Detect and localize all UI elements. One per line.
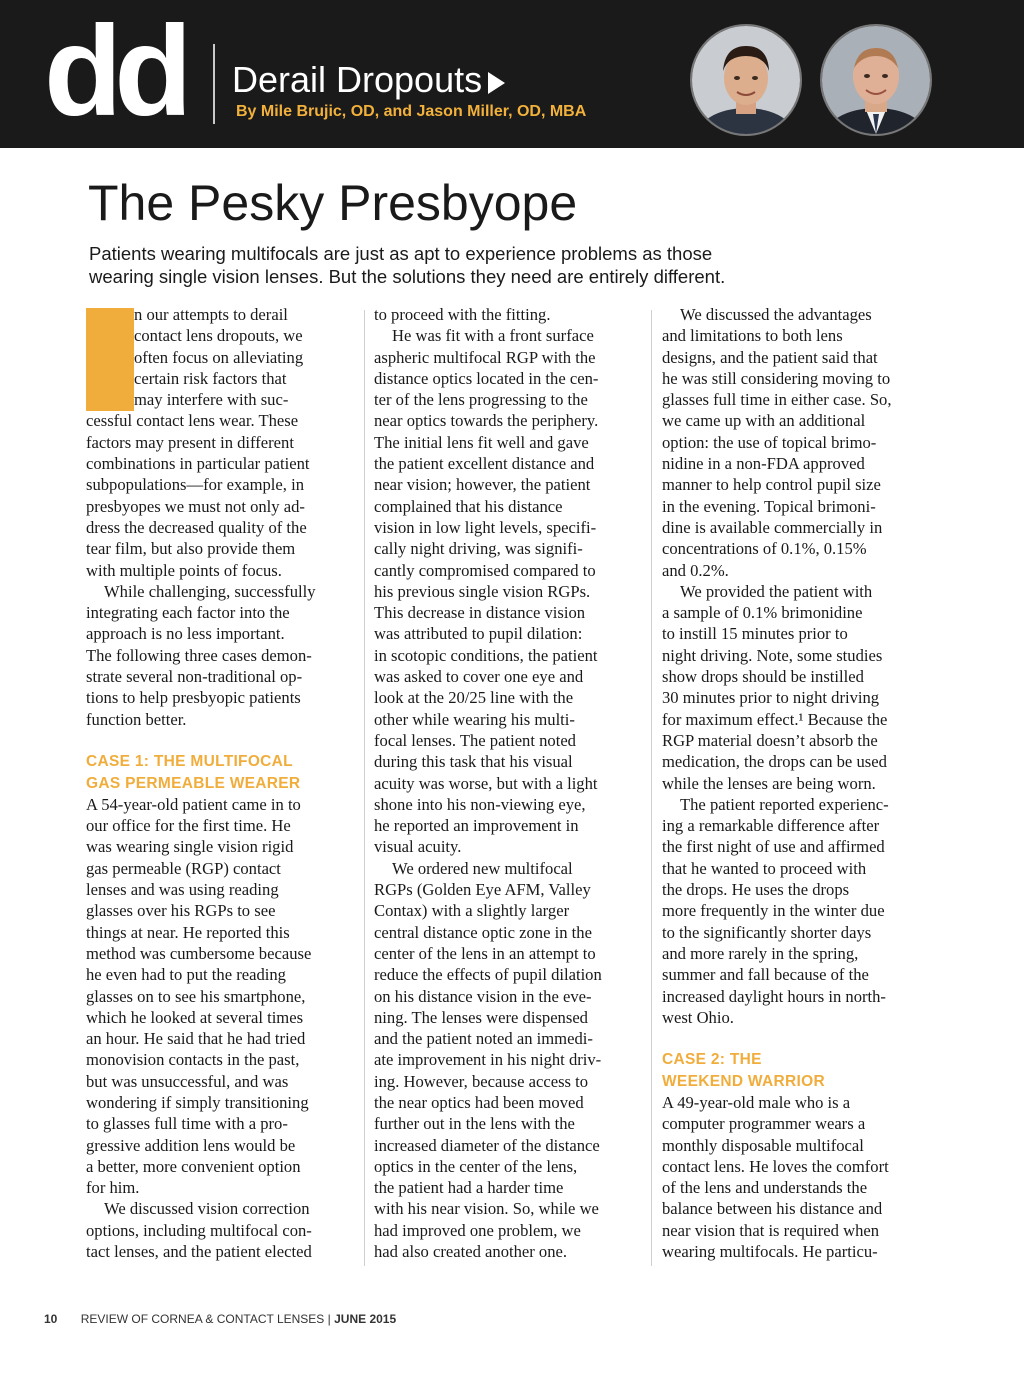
body-line: balance between his distance and	[662, 1199, 883, 1219]
article-column-1	[86, 304, 356, 1262]
body-line: gressive addition lens would be	[86, 1135, 296, 1155]
body-line: glasses over his RGPs to see	[86, 901, 276, 921]
body-line: nidine in a non-FDA approved	[662, 454, 865, 474]
body-line: While challenging, successfully	[104, 581, 316, 601]
header-divider	[213, 44, 215, 124]
body-line: aspheric multifocal RGP with the	[374, 347, 596, 367]
body-line: n our attempts to derail	[134, 305, 288, 324]
body-line: ate improvement in his night driv-	[374, 1050, 602, 1070]
department-title: Derail Dropouts	[232, 59, 483, 100]
body-line: and 0.2%.	[662, 560, 729, 580]
body-line: central distance optic zone in the	[374, 922, 592, 942]
department-name	[232, 58, 505, 102]
body-line: and limitations to both lens	[662, 326, 843, 346]
body-line: the patient had a harder time	[374, 1178, 564, 1198]
body-line: We discussed the advantages	[680, 305, 872, 324]
body-line: the first night of use and affirmed	[662, 837, 885, 857]
department-header	[0, 0, 1024, 148]
body-line: west Ohio.	[662, 1007, 734, 1027]
body-line: cally night driving, was signifi-	[374, 539, 583, 559]
body-line: strate several non-traditional op-	[86, 667, 303, 687]
body-line: look at the 20/25 line with the	[374, 688, 574, 708]
body-line: he reported an improvement in	[374, 816, 579, 836]
body-line: the drops. He uses the drops	[662, 880, 850, 900]
body-line: contact lens dropouts, we	[134, 326, 303, 346]
body-line: with his near vision. So, while we	[374, 1199, 599, 1219]
body-line: in scotopic conditions, the patient	[374, 645, 598, 665]
body-line: near vision that is required when	[662, 1220, 880, 1240]
body-line: certain risk factors that	[134, 368, 287, 388]
body-line: We provided the patient with	[680, 581, 873, 601]
body-line: our office for the first time. He	[86, 816, 291, 836]
body-line: A 49-year-old male who is a	[662, 1092, 851, 1112]
body-line: more frequently in the winter due	[662, 901, 885, 921]
article-column-2	[374, 304, 644, 1262]
body-line: was wearing single vision rigid	[86, 837, 294, 857]
body-line: and more rarely in the spring,	[662, 943, 859, 963]
body-line: lenses and was using reading	[86, 880, 279, 900]
section-heading: GAS PERMEABLE WEARER	[86, 774, 301, 792]
body-line: monovision contacts in the past,	[86, 1050, 300, 1070]
body-line: focal lenses. The patient noted	[374, 730, 576, 750]
body-line: show drops should be instilled	[662, 667, 864, 687]
body-line: a better, more convenient option	[86, 1156, 301, 1176]
body-line: ing a remarkable difference after	[662, 816, 880, 836]
body-line: wearing multifocals. He particu-	[662, 1242, 878, 1262]
body-line: contact lens. He loves the comfort	[662, 1156, 889, 1176]
section-heading: CASE 2: THE	[662, 1051, 762, 1069]
body-line: approach is no less important.	[86, 624, 285, 644]
body-line: subpopulations—for example, in	[86, 475, 304, 495]
body-line: to glasses full time with a pro-	[86, 1114, 288, 1134]
body-line: for him.	[86, 1178, 140, 1198]
body-line: We ordered new multifocal	[392, 858, 573, 878]
body-line: with multiple points of focus.	[86, 560, 282, 580]
body-line: during this task that his visual	[374, 752, 573, 772]
body-line: often focus on alleviating	[134, 347, 304, 367]
body-line: the patient excellent distance and	[374, 454, 595, 474]
body-line: tear film, but also provide them	[86, 539, 296, 559]
body-line: but was unsuccessful, and was	[86, 1071, 289, 1091]
body-line: was asked to cover one eye and	[374, 667, 584, 687]
publication-name: REVIEW OF CORNEA & CONTACT LENSES |	[80, 1312, 331, 1326]
department-logo: dd	[44, 0, 185, 143]
body-line: optics in the center of the lens,	[374, 1156, 578, 1176]
body-line: function better.	[86, 709, 187, 729]
body-line: he even had to put the reading	[86, 965, 286, 985]
body-line: to the significantly shorter days	[662, 922, 872, 942]
body-line: vision in low light levels, specifi-	[374, 517, 597, 537]
body-line: monthly disposable multifocal	[662, 1135, 864, 1155]
body-line: We discussed vision correction	[104, 1199, 310, 1219]
body-line: A 54-year-old patient came in to	[86, 794, 301, 814]
body-line: The following three cases demon-	[86, 645, 312, 665]
body-line: shone into his non-viewing eye,	[374, 794, 586, 814]
body-line: option: the use of topical brimo-	[662, 432, 877, 452]
body-line: other while wearing his multi-	[374, 709, 575, 729]
body-line: reduce the effects of pupil dilation	[374, 965, 602, 985]
body-line: of the lens and understands the	[662, 1178, 868, 1198]
body-line: cantly compromised compared to	[374, 560, 596, 580]
body-line: may interfere with suc-	[134, 390, 289, 410]
body-line: tions to help presbyopic patients	[86, 688, 301, 708]
byline: By Mile Brujic, OD, and Jason Miller, OD, MBA	[236, 103, 587, 120]
article-title: The Pesky Presbyope	[88, 175, 578, 231]
body-line: night driving. Note, some studies	[662, 645, 883, 665]
body-line: RGP material doesn’t absorb the	[662, 730, 878, 750]
body-line: acuity was worse, but with a light	[374, 773, 598, 793]
page-footer	[44, 1312, 396, 1326]
body-line: 30 minutes prior to night driving	[662, 688, 880, 708]
body-line: his previous single vision RGPs.	[374, 581, 591, 601]
body-line: The patient reported experienc-	[680, 794, 889, 814]
body-line: distance optics located in the cen-	[374, 368, 599, 388]
body-line: cessful contact lens wear. These	[86, 411, 299, 431]
body-line: dress the decreased quality of the	[86, 517, 307, 537]
body-line: further out in the lens with the	[374, 1114, 575, 1134]
body-line: He was fit with a front surface	[392, 326, 594, 346]
body-line: and the patient noted an immedi-	[374, 1029, 593, 1049]
body-line: near optics towards the periphery.	[374, 411, 599, 431]
body-line: medication, the drops can be used	[662, 752, 887, 772]
body-line: method was cumbersome because	[86, 943, 312, 963]
body-line: ter of the lens progressing to the	[374, 390, 588, 410]
body-line: center of the lens in an attempt to	[374, 943, 596, 963]
column-rule	[364, 310, 365, 1266]
body-line: This decrease in distance vision	[374, 603, 586, 623]
body-line: dine is available commercially in	[662, 517, 883, 537]
body-line: to proceed with the fitting.	[374, 305, 551, 324]
body-line: we came up with an additional	[662, 411, 866, 431]
body-line: increased daylight hours in north-	[662, 986, 886, 1006]
body-line: things at near. He reported this	[86, 922, 290, 942]
body-line: glasses full time in either case. So,	[662, 390, 892, 410]
article-column-3	[662, 304, 932, 1262]
body-line: gas permeable (RGP) contact	[86, 858, 281, 878]
body-line: while the lenses are being worn.	[662, 773, 876, 793]
deck-line: Patients wearing multifocals are just as apt to experience problems as those	[89, 243, 713, 264]
body-line: a sample of 0.1% brimonidine	[662, 603, 863, 623]
paragraph-gap	[86, 730, 356, 751]
body-line: concentrations of 0.1%, 0.15%	[662, 539, 867, 559]
body-line: in the evening. Topical brimoni-	[662, 496, 876, 516]
issue-date: JUNE 2015	[334, 1312, 397, 1326]
paragraph-gap	[662, 1028, 932, 1049]
author-photo-1	[690, 24, 802, 136]
body-line: complained that his distance	[374, 496, 563, 516]
body-line: was attributed to pupil dilation:	[374, 624, 583, 644]
body-line: Contax) with a slightly larger	[374, 901, 570, 921]
body-line: manner to help control pupil size	[662, 475, 881, 495]
body-line: The initial lens fit well and gave	[374, 432, 589, 452]
page-number: 10	[44, 1312, 58, 1326]
body-line: on his distance vision in the eve-	[374, 986, 592, 1006]
body-line: presbyopes we must not only ad-	[86, 496, 305, 516]
article-deck	[89, 242, 939, 288]
body-line: to instill 15 minutes prior to	[662, 624, 848, 644]
body-line: ning. The lenses were dispensed	[374, 1007, 588, 1027]
column-rule	[651, 310, 652, 1266]
body-line: computer programmer wears a	[662, 1114, 866, 1134]
section-heading: CASE 1: THE MULTIFOCAL	[86, 753, 293, 771]
body-line: glasses on to see his smartphone,	[86, 986, 306, 1006]
author-photo-2-graphic	[822, 26, 930, 134]
author-photo-1-graphic	[692, 26, 800, 134]
body-line: wondering if simply transitioning	[86, 1092, 309, 1112]
body-line: an hour. He said that he had tried	[86, 1029, 306, 1049]
body-line: RGPs (Golden Eye AFM, Valley	[374, 880, 591, 900]
body-line: had improved one problem, we	[374, 1220, 581, 1240]
drop-cap	[86, 308, 134, 411]
body-line: he was still considering moving to	[662, 368, 891, 388]
body-line: had also created another one.	[374, 1242, 568, 1262]
body-line: summer and fall because of the	[662, 965, 869, 985]
body-line: integrating each factor into the	[86, 603, 290, 623]
body-line: factors may present in different	[86, 432, 294, 452]
body-line: that he wanted to proceed with	[662, 858, 867, 878]
body-line: options, including multifocal con-	[86, 1220, 312, 1240]
section-heading: WEEKEND WARRIOR	[662, 1072, 825, 1090]
body-line: for maximum effect.¹ Because the	[662, 709, 888, 729]
body-line: designs, and the patient said that	[662, 347, 878, 367]
body-line: combinations in particular patient	[86, 454, 310, 474]
body-line: tact lenses, and the patient elected	[86, 1242, 312, 1262]
body-line: near vision; however, the patient	[374, 475, 591, 495]
body-line: ing. However, because access to	[374, 1071, 589, 1091]
deck-line: wearing single vision lenses. But the solutions they need are entirely different.	[89, 266, 726, 287]
body-line: increased diameter of the distance	[374, 1135, 600, 1155]
body-line: visual acuity.	[374, 837, 462, 857]
author-photo-2	[820, 24, 932, 136]
body-line: the near optics had been moved	[374, 1092, 584, 1112]
body-line: which he looked at several times	[86, 1007, 304, 1027]
play-arrow-icon	[488, 72, 505, 94]
